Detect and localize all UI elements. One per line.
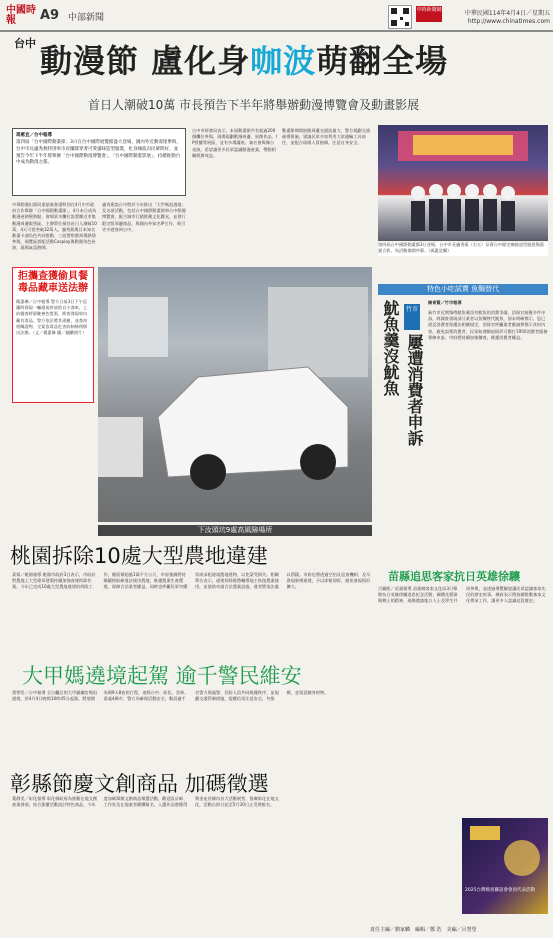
accident-banner: 下汝頭坑9處高風險場所 <box>98 525 372 536</box>
lead-body-4: 動畫節期間展館周邊交通流量大，警方規劃交通疏導措施，建議民眾多加利用大眾運輸工具前往，並配合現場人員指揮，注意自身安全。 <box>282 128 370 146</box>
accident-photo <box>98 267 372 522</box>
header-rule <box>0 30 553 32</box>
miaoli-body: 呂藏熙／苗栗報導 苗栗縣客家文化局3日舉辦抗日英雄徐驤追思紀念活動，緬懷先賢保衛鄉土的精神，現場邀請地方人士及學生共同參與，並透過導覽解說讓民眾認識客家先民的歷史故事，縣府表示將持續推動客家文化傳承工作，讓更多人認識這段歷史。 <box>378 586 546 604</box>
lead-body-1: 中華動漫出版同業協進會還特別在4月中市政府合作舉辦「台中國際動畫節」，4月本日成為動漫迷朝聖熱點，會場眾多攤位設置鄰近市集動漫周邊販售區，主辦單位預估首日人潮破10萬，4天可望突破32萬人。盧秀燕與日本知名動畫卡通角色共同推動，三級警察都到場熱情參與，展覽區搭配活動Cosplay與動漫角色扮演，現場氣氛熱鬧。 <box>12 202 97 251</box>
miaoli-headline: 苗縣追思客家抗日英雄徐驤 <box>388 570 520 583</box>
qr-code-icon <box>388 5 412 29</box>
editor-credits: 責任主編／劉家麟 編輯／鄭 浩 美編／呂慧瑩 <box>370 927 477 933</box>
accident-headline: 桃園拆除10處大型農地違建 <box>10 544 268 568</box>
lead-photo <box>378 125 548 241</box>
lead-body-2: 盧秀燕說台中將於今年推出「大甲媽祖遶境」及各項活動，包括台中國際動畫節和台中動漫博覽會，配合城市行銷推動文化觀光，並發行限定版周邊商品，與國內外知名IP合作，吸引更多遊客到台中。 <box>102 202 186 232</box>
lead-subhead: 首日人潮破10萬 市長預告下半年將舉辦動漫博覽會及動畫影展 <box>88 98 420 112</box>
changhua-body: 葉靜美／彰化報導 彰化縣政府為推動在地文創產業發展，結合節慶活動設計特色商品，今年度加碼舉辦文創商品徵選活動，歡迎設計師、工作室及在地業者踴躍報名，入選作品將獲得獎金並於縣內各大活動展售，推廣彰化在地文化，活動自即日起至5月30日止受理報名。 <box>12 796 279 808</box>
lead-summary-box <box>12 128 186 196</box>
accident-photo-art <box>98 267 372 522</box>
drug-story-text: 楊惠琳／台中報導 警方日前3日下午巡邏時發現一輛違規停放的自小客車，上前盤查時駕駛神色慌張，經查發現車內藏有毒品，警方依法將其逮捕，並查扣相關證物，全案依毒品危害防制條例移送法辦。（文／楊惠琳 圖／翻攝照片） <box>16 299 88 336</box>
page-number: A9 <box>40 8 60 23</box>
summary-text: 第四屆「台中國際動畫節」3日在台中國際展覽館盛大登場，國內外近動漫迷參與，台中市長盧秀燕特別率市府團隊穿著可愛貓咪造型服裝，化身咖波向民眾問好，並預告今年下半年將舉辦「台中國際動漫博覽會」，「台中國際動畫影展」，持續推動台中成為動漫之都。 <box>16 140 181 166</box>
squid-tag: 特色小吃試賣 魚麵替代 <box>378 284 548 295</box>
news-network-badge: 中時新聞網 <box>416 6 442 22</box>
event-ad <box>462 818 548 914</box>
section-name: 中部新聞 <box>68 13 105 23</box>
lead-headline: 動漫節 盧化身咖波萌翻全場 <box>40 42 449 80</box>
newspaper-logo: 中國時報 <box>6 5 36 26</box>
summary-byline: 馮惠宜／台中報導 <box>16 133 52 138</box>
website-url: http://www.chinatimes.com <box>467 18 550 25</box>
changhua-headline: 彰縣節慶文創商品 加碼徵選 <box>10 772 269 796</box>
squid-byline: 陳育賢／竹市報導 <box>428 300 462 305</box>
squid-body: 新竹市近期頻傳魷魚羹沒有魷魚的消費爭議，消保官接獲多件申訴，經調查發現部分業者以魚麵替代魷魚，卻未明確標示，恐已違反消費者保護法相關規定，消保官呼籲業者應誠實標示食材內容，避免誤導消費者，民眾如遇類似情形可撥打1950消費者服務專線申訴，市府將持續加強稽查，維護消費者權益。 <box>428 310 548 340</box>
lead-body-3: 台中市經發局表示，本屆動畫節共有超過200個攤位參與，現場規劃動漫周邊、原創作品、IP授權等展區，並有多場講座、簽名會與舞台表演，希望讓更多民眾認識動漫產業，帶動相關經濟效益。 <box>192 128 277 158</box>
lead-kicker: 台中 <box>14 37 36 50</box>
dateline: 中華民國114年4月4日／星期五 <box>464 10 550 17</box>
dajia-body: 賈智堅／台中報導 全台矚目的大甲鎮瀾宮媽祖遶境，於4月4日晚間10時45分起駕，將展開為期9天8夜的行程，途經台中、彰化、雲林、嘉義4縣市，警方為確保活動安全，動員逾千名警力與義警、民防人員共同維護秩序，並規劃交通管制措施，提醒信眾注意安全，勿推擠，並留意隨身財物。 <box>12 690 329 702</box>
event-ad-art <box>462 818 548 914</box>
accident-body: 姜霖／桃園報導 桃園市政府3日表示，市府針對農地上大型違章建築持續加強查報拆除作業，今年已完成10處大型農地違建的拆除工作，總面積超過1萬平方公尺，市府強調將持續嚴格取締違法使用農地，維護農業生產環境，保障合法業者權益，同時也呼籲民眾勿購買或承租違規農地建物，以免蒙受損失。相關單位表示，違建拆除後將輔導地主恢復農業使用，並協助申請合法農業設施，違者將依法處以罰鍰。市府也將透過空拍及巡查機制，及早發現新增違建，予以即報即拆，避免違規情形擴大。 <box>12 572 371 590</box>
squid-vhead-a: 魷魚羹沒魷魚 <box>381 300 400 396</box>
event-ad-caption: 2025台灣媽祖聯誼會會員代表活動 <box>465 888 535 893</box>
drug-story-box <box>12 267 94 403</box>
lead-photo-caption: 第四屆台中國際動畫節3日登場，台中市長盧秀燕（右五）穿著台中限定咖波造型服裝與嘉賓合影，為活動揭開序幕。（馮惠宜攝） <box>378 242 548 256</box>
dajia-headline: 大甲媽遶境起駕 逾千警民維安 <box>22 664 302 688</box>
footer-credits <box>0 922 553 938</box>
drug-story-title: 拒攜查獲偷貝餐毒品藏車送法辦 <box>18 271 88 294</box>
lead-photo-art <box>378 125 548 241</box>
squid-vhead-b: 屢遭消費者申訴 <box>405 334 424 446</box>
city-badge: 竹市 <box>404 304 420 330</box>
